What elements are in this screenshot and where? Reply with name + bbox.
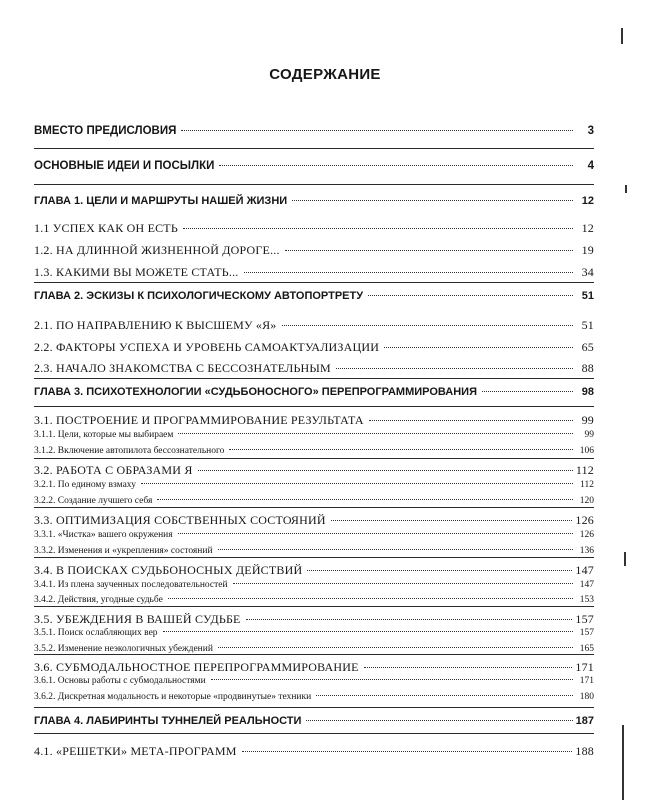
- page-number: 112: [575, 463, 594, 477]
- dot-leader: [364, 667, 573, 668]
- page-number: 3: [587, 125, 594, 137]
- dot-leader: [141, 483, 573, 484]
- subsection-entry[interactable]: [34, 692, 594, 702]
- entry-title: 3.4. В ПОИСКАХ СУДЬБОНОСНЫХ ДЕЙСТВИЙ: [34, 563, 303, 577]
- page-number: 51: [581, 318, 594, 332]
- entry-title: 3.2.2. Создание лучшего себя: [34, 496, 153, 506]
- dot-leader: [218, 549, 573, 550]
- dot-leader: [219, 165, 573, 166]
- page-number: 147: [579, 580, 594, 590]
- entry-title: 1.1 УСПЕХ КАК ОН ЕСТЬ: [34, 221, 178, 235]
- entry-title: ОСНОВНЫЕ ИДЕИ И ПОСЫЛКИ: [34, 160, 215, 172]
- page-number: 187: [575, 715, 594, 727]
- separator-rule: [34, 184, 594, 185]
- entry-title: 3.5.1. Поиск ослабляющих вер: [34, 628, 158, 638]
- dot-leader: [292, 200, 573, 201]
- page-number: 106: [579, 446, 594, 456]
- dot-leader: [163, 631, 573, 632]
- section-entry[interactable]: [34, 744, 594, 759]
- page-number: 65: [581, 340, 594, 354]
- entry-title: 3.5. УБЕЖДЕНИЯ В ВАШЕЙ СУДЬБЕ: [34, 612, 241, 626]
- section-entry[interactable]: [34, 413, 594, 428]
- dot-leader: [306, 720, 572, 721]
- entry-title: 3.1.2. Включение автопилота бессознательного: [34, 446, 225, 456]
- subsection-entry[interactable]: [34, 676, 594, 686]
- page-number: 126: [575, 513, 594, 527]
- entry-title: 3.4.1. Из плена заученных последовательностей: [34, 580, 228, 590]
- entry-title: 4.1. «РЕШЕТКИ» МЕТА-ПРОГРАММ: [34, 744, 237, 758]
- dot-leader: [198, 470, 573, 471]
- separator-rule: [34, 148, 594, 149]
- separator-rule: [34, 406, 594, 407]
- page-number: 136: [579, 546, 594, 556]
- entry-title: ГЛАВА 1. ЦЕЛИ И МАРШРУТЫ НАШЕЙ ЖИЗНИ: [34, 195, 288, 207]
- dot-leader: [282, 325, 574, 326]
- subsection-entry[interactable]: [34, 644, 594, 654]
- scan-mark: [622, 725, 624, 800]
- entry-title: 3.6.2. Дискретная модальность и некоторые «продвинутые» техники: [34, 692, 312, 702]
- entry-title: 2.1. ПО НАПРАВЛЕНИЮ К ВЫСШЕМУ «Я»: [34, 318, 277, 332]
- page-number: 147: [575, 563, 594, 577]
- entry-title: 3.1.1. Цели, которые мы выбираем: [34, 430, 174, 440]
- dot-leader: [181, 130, 573, 131]
- entry-title: 3.3. ОПТИМИЗАЦИЯ СОБСТВЕННЫХ СОСТОЯНИЙ: [34, 513, 326, 527]
- dot-leader: [157, 499, 573, 500]
- section-entry[interactable]: [34, 361, 594, 376]
- entry-title: 3.3.1. «Чистка» вашего окружения: [34, 530, 173, 540]
- subsection-entry[interactable]: [34, 628, 594, 638]
- separator-rule: [34, 654, 594, 655]
- dot-leader: [244, 272, 574, 273]
- page-number: 12: [581, 195, 594, 207]
- page-number: 112: [580, 480, 594, 490]
- section-entry[interactable]: [34, 340, 594, 355]
- entry-title: ГЛАВА 3. ПСИХОТЕХНОЛОГИИ «СУДЬБОНОСНОГО» ПЕРЕПРОГРАММИРОВАНИЯ: [34, 386, 477, 398]
- section-entry[interactable]: [34, 243, 594, 258]
- section-entry[interactable]: [34, 463, 594, 478]
- subsection-entry[interactable]: [34, 446, 594, 456]
- page-number: 157: [575, 612, 594, 626]
- subsection-entry[interactable]: [34, 546, 594, 556]
- entry-title: 3.1. ПОСТРОЕНИЕ И ПРОГРАММИРОВАНИЕ РЕЗУЛЬТАТА: [34, 413, 364, 427]
- page-number: 99: [581, 413, 594, 427]
- subsection-entry[interactable]: [34, 580, 594, 590]
- dot-leader: [307, 570, 572, 571]
- separator-rule: [34, 606, 594, 607]
- dot-leader: [168, 598, 573, 599]
- page-number: 19: [581, 243, 594, 257]
- entry-title: 3.6. СУБМОДАЛЬНОСТНОЕ ПЕРЕПРОГРАММИРОВАНИЕ: [34, 660, 359, 674]
- section-entry[interactable]: [34, 563, 594, 578]
- entry-title: 3.2. РАБОТА С ОБРАЗАМИ Я: [34, 463, 193, 477]
- entry-title: 2.3. НАЧАЛО ЗНАКОМСТВА С БЕССОЗНАТЕЛЬНЫМ: [34, 361, 331, 375]
- section-entry[interactable]: [34, 513, 594, 528]
- entry-title: 1.3. КАКИМИ ВЫ МОЖЕТЕ СТАТЬ...: [34, 265, 239, 279]
- subsection-entry[interactable]: [34, 430, 594, 440]
- section-entry[interactable]: [34, 612, 594, 627]
- dot-leader: [233, 583, 573, 584]
- entry-title: 3.6.1. Основы работы с субмодальностями: [34, 676, 206, 686]
- dot-leader: [369, 420, 573, 421]
- subsection-entry[interactable]: [34, 496, 594, 506]
- dot-leader: [183, 228, 573, 229]
- page-number: 120: [579, 496, 594, 506]
- chapter-entry[interactable]: [34, 290, 594, 302]
- page-number: 180: [579, 692, 594, 702]
- page-number: 98: [581, 386, 594, 398]
- entry-title: 1.2. НА ДЛИННОЙ ЖИЗНЕННОЙ ДОРОГЕ...: [34, 243, 280, 257]
- dot-leader: [384, 347, 573, 348]
- page-number: 12: [581, 221, 594, 235]
- front-matter-entry[interactable]: [34, 160, 594, 172]
- dot-leader: [316, 695, 573, 696]
- page-number: 126: [579, 530, 594, 540]
- dot-leader: [229, 449, 573, 450]
- separator-rule: [34, 458, 594, 459]
- dot-leader: [218, 647, 573, 648]
- section-entry[interactable]: [34, 265, 594, 280]
- dot-leader: [285, 250, 573, 251]
- page-number: 153: [579, 595, 594, 605]
- page-number: 51: [581, 290, 594, 302]
- entry-title: ГЛАВА 4. ЛАБИРИНТЫ ТУННЕЛЕЙ РЕАЛЬНОСТИ: [34, 715, 302, 727]
- dot-leader: [331, 520, 573, 521]
- dot-leader: [242, 751, 573, 752]
- page-number: 88: [581, 361, 594, 375]
- page-number: 165: [579, 644, 594, 654]
- separator-rule: [34, 557, 594, 558]
- separator-rule: [34, 733, 594, 734]
- dot-leader: [482, 391, 573, 392]
- page-title: СОДЕРЖАНИЕ: [269, 66, 381, 83]
- front-matter-entry[interactable]: [34, 125, 594, 137]
- scan-mark: [624, 552, 626, 566]
- section-entry[interactable]: [34, 660, 594, 675]
- page-number: 157: [579, 628, 594, 638]
- separator-rule: [34, 507, 594, 508]
- dot-leader: [336, 368, 573, 369]
- page-number: 99: [584, 430, 594, 440]
- chapter-entry[interactable]: [34, 386, 594, 398]
- subsection-entry[interactable]: [34, 480, 594, 490]
- chapter-entry[interactable]: [34, 195, 594, 207]
- entry-title: 3.4.2. Действия, угодные судьбе: [34, 595, 163, 605]
- section-entry[interactable]: [34, 318, 594, 333]
- dot-leader: [178, 433, 573, 434]
- subsection-entry[interactable]: [34, 595, 594, 605]
- entry-title: ГЛАВА 2. ЭСКИЗЫ К ПСИХОЛОГИЧЕСКОМУ АВТОПОРТРЕТУ: [34, 290, 364, 302]
- chapter-entry[interactable]: [34, 715, 594, 727]
- separator-rule: [34, 378, 594, 379]
- page-number: 34: [581, 265, 594, 279]
- section-entry[interactable]: [34, 221, 594, 236]
- page-number: 171: [575, 660, 594, 674]
- subsection-entry[interactable]: [34, 530, 594, 540]
- entry-title: ВМЕСТО ПРЕДИСЛОВИЯ: [34, 125, 177, 137]
- dot-leader: [368, 295, 573, 296]
- dot-leader: [246, 619, 573, 620]
- scan-mark: [621, 28, 623, 44]
- entry-title: 3.5.2. Изменение неэкологичных убеждений: [34, 644, 213, 654]
- separator-rule: [34, 282, 594, 283]
- page-number: 188: [575, 744, 594, 758]
- page-number: 4: [587, 160, 594, 172]
- entry-title: 3.3.2. Изменения и «укрепления» состояний: [34, 546, 213, 556]
- scan-mark: [625, 185, 627, 193]
- dot-leader: [178, 533, 573, 534]
- dot-leader: [211, 679, 573, 680]
- entry-title: 2.2. ФАКТОРЫ УСПЕХА И УРОВЕНЬ САМОАКТУАЛИЗАЦИИ: [34, 340, 380, 354]
- separator-rule: [34, 707, 594, 708]
- page-number: 171: [579, 676, 594, 686]
- entry-title: 3.2.1. По единому взмаху: [34, 480, 136, 490]
